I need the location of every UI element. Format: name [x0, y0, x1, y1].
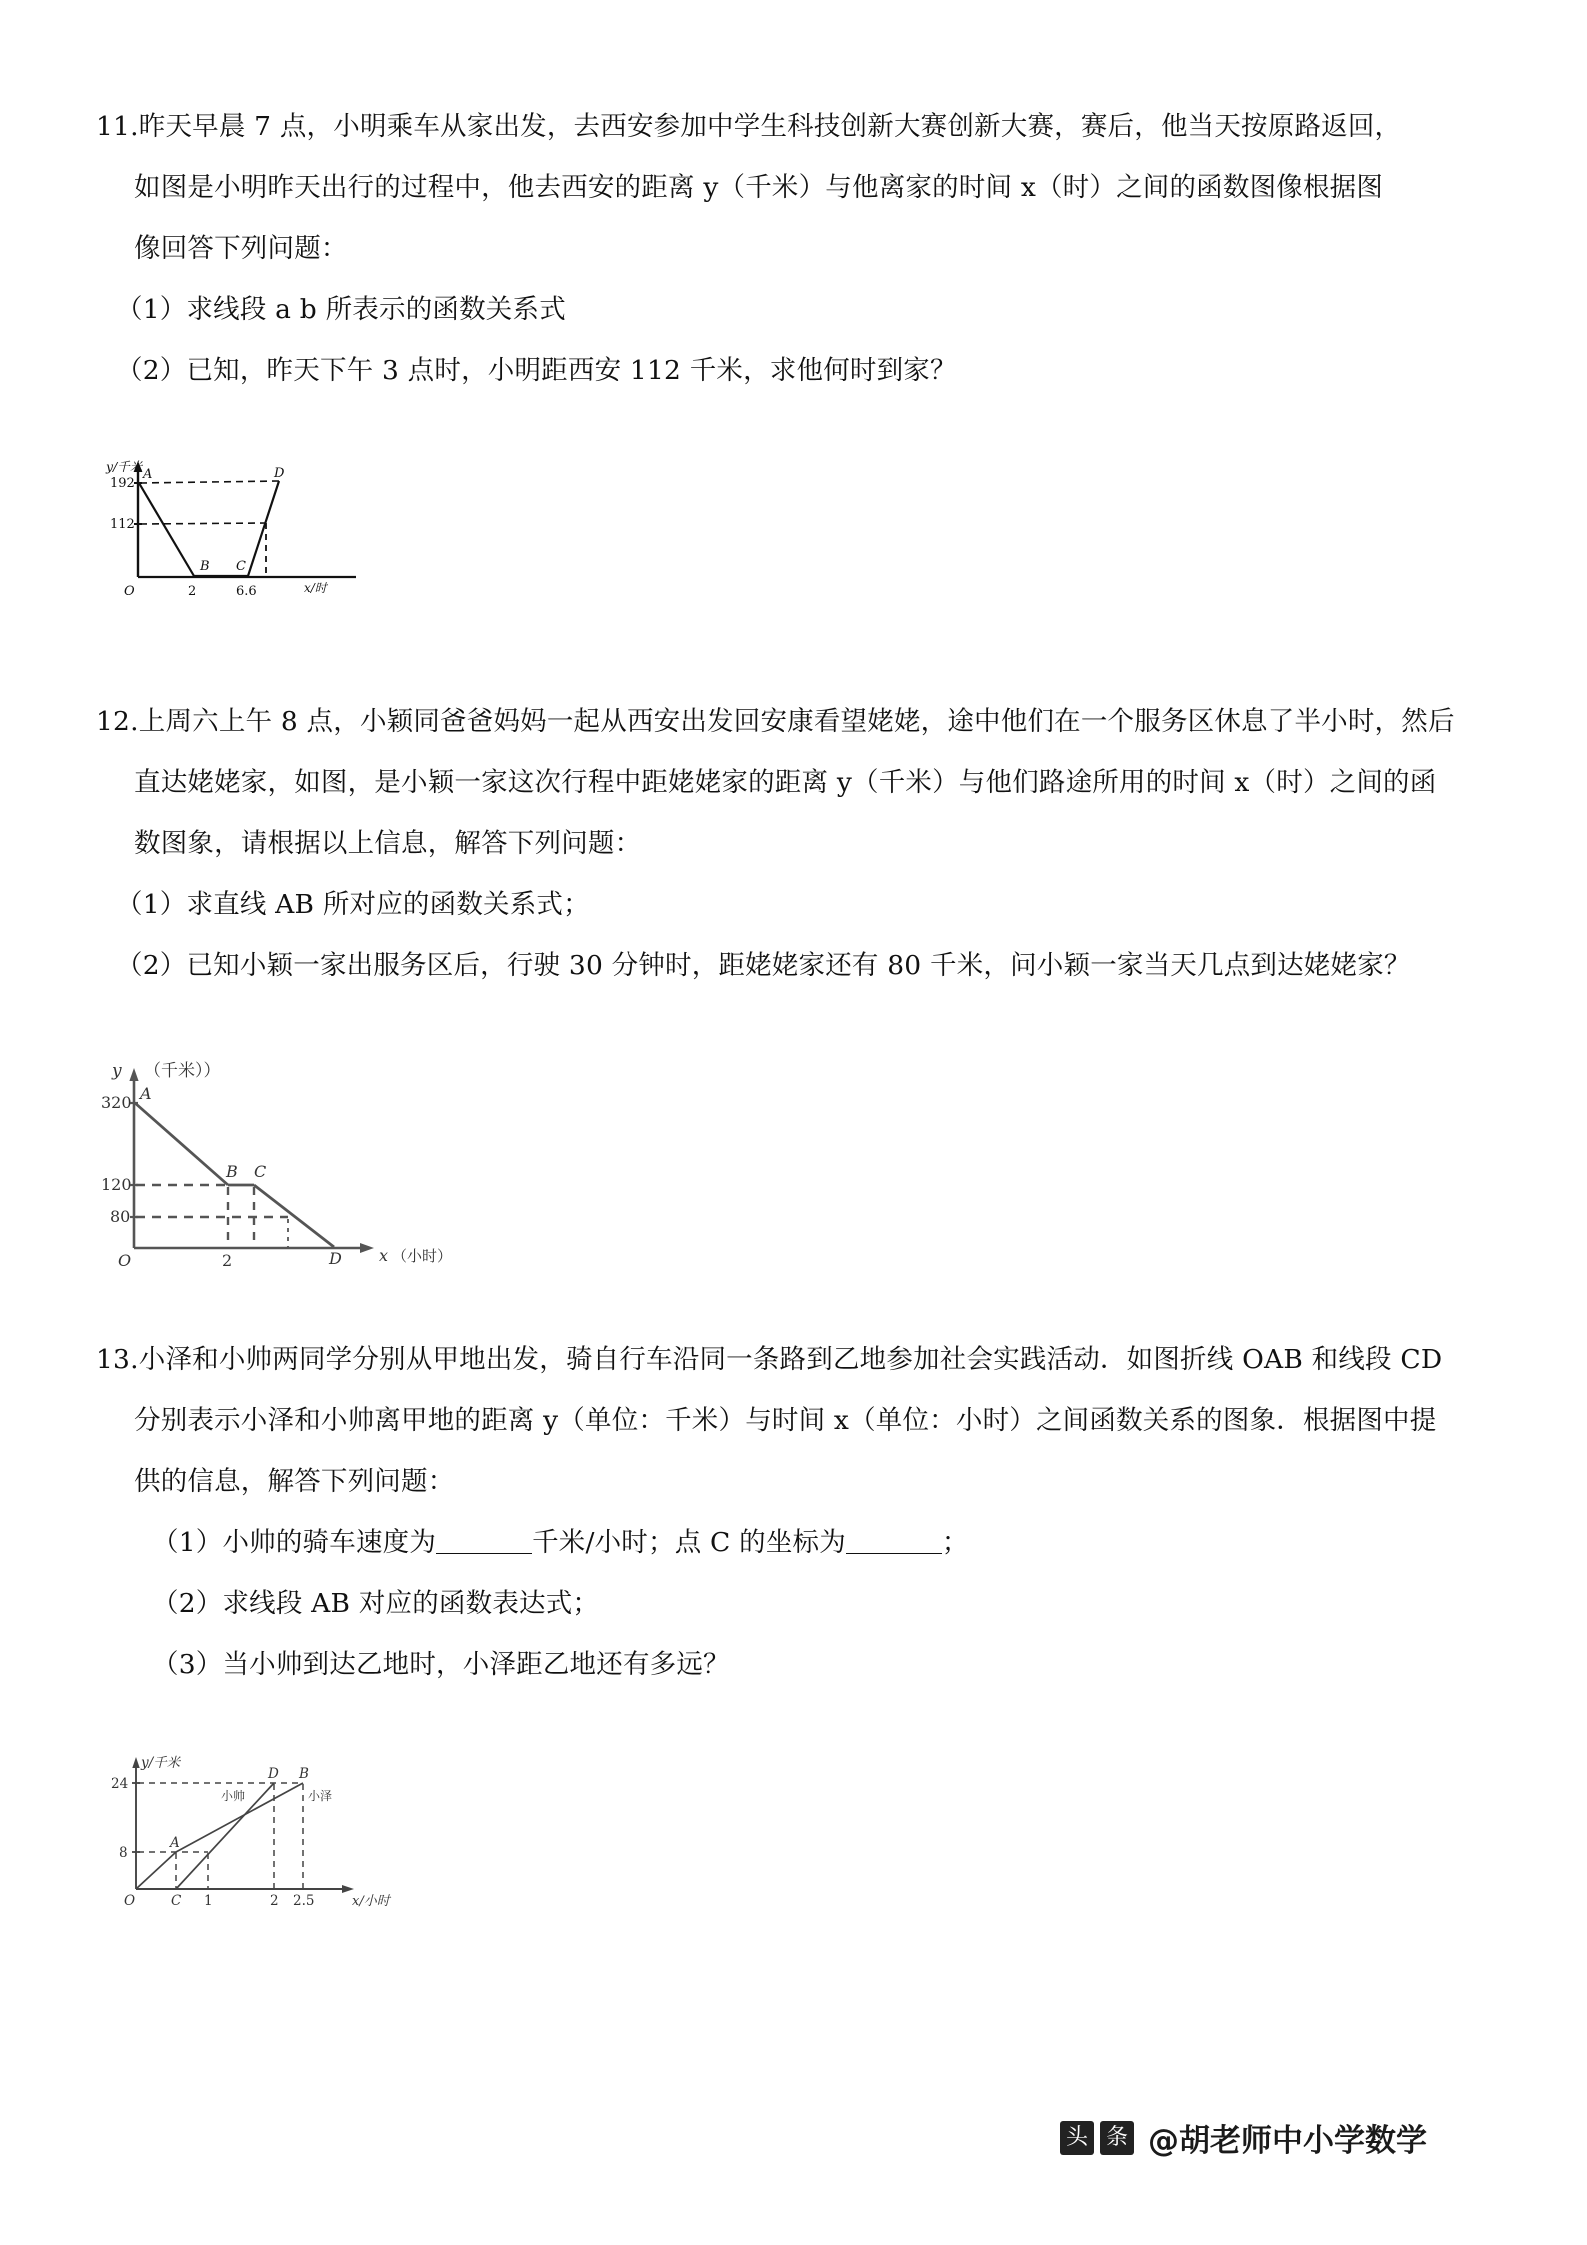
figure-11-ytick-192: 192	[110, 476, 135, 491]
figure-11-xlabel: x/时	[304, 581, 327, 595]
figure-13-point-b: B	[299, 1766, 309, 1782]
figure-11-xtick-66: 6.6	[236, 584, 257, 599]
problem-13-sub-3: （3）当小帅到达乙地时，小泽距乙地还有多远？	[152, 1649, 730, 1680]
document-content	[96, 96, 1496, 1912]
toutiao-logo	[1060, 2121, 1134, 2155]
figure-13-xlabel: x/小时	[352, 1894, 390, 1909]
figure-11	[96, 455, 1496, 605]
figure-13-xtick-25: 2.5	[293, 1893, 315, 1909]
x-axis-arrow	[360, 1243, 374, 1253]
logo-char-1: 头	[1060, 2121, 1094, 2155]
problem-13-sub-1-before: （1）小帅的骑车速度为	[152, 1527, 437, 1558]
figure-11-origin: O	[124, 584, 135, 599]
problem-13	[96, 1329, 1496, 1695]
logo-char-2: 条	[1100, 2121, 1134, 2155]
figure-12-origin: O	[118, 1251, 132, 1270]
figure-11-svg	[96, 455, 436, 605]
figure-13-origin: O	[124, 1893, 136, 1909]
figure-12-point-a: A	[140, 1084, 152, 1103]
y-axis-arrow	[132, 1757, 139, 1768]
problem-12-line-1: 12.上周六上午 8 点，小颖同爸爸妈妈一起从西安出发回安康看望姥姥，途中他们在一个服务区休息了半小时，然后	[96, 706, 1455, 737]
problem-11-line-3: 像回答下列问题：	[134, 233, 348, 264]
figure-13	[96, 1747, 1496, 1912]
figure-12-xlabel-x: x	[379, 1246, 389, 1265]
answer-blank-coordinate[interactable]	[846, 1553, 942, 1554]
figure-13-ylabel: y/千米	[141, 1755, 181, 1771]
figure-13-xtick-2: 2	[270, 1893, 279, 1909]
problem-12	[96, 691, 1496, 996]
problem-12-sub-1: （1）求直线 AB 所对应的函数关系式；	[116, 889, 590, 920]
figure-11-point-d: D	[274, 466, 285, 481]
problem-13-line-3: 供的信息，解答下列问题：	[134, 1466, 455, 1497]
figure-13-xtick-1: 1	[204, 1893, 213, 1909]
figure-12-segment-ab	[135, 1103, 228, 1185]
figure-11-ylabel: y/千米	[106, 459, 143, 474]
figure-13-svg	[96, 1747, 456, 1912]
figure-11-segment-ab	[139, 483, 194, 576]
problem-13-sub-1	[96, 1512, 1496, 1573]
figure-11-point-b: B	[200, 559, 210, 574]
figure-11-xtick-2: 2	[188, 584, 197, 599]
figure-11-point-c: C	[236, 559, 246, 574]
problem-11	[96, 96, 1496, 401]
problem-11-line-2: 如图是小明昨天出行的过程中，他去西安的距离 y（千米）与他离家的时间 x（时）之间的函数图像根据图	[134, 172, 1384, 203]
problem-11-sub-1: （1）求线段 a b 所表示的函数关系式	[116, 294, 566, 325]
problem-13-sub-2: （2）求线段 AB 对应的函数表达式；	[152, 1588, 600, 1619]
figure-11-point-a: A	[143, 467, 153, 482]
figure-12	[96, 1056, 1496, 1271]
figure-12-ytick-320: 320	[101, 1093, 132, 1112]
figure-13-point-a: A	[170, 1835, 180, 1851]
figure-13-point-d: D	[268, 1766, 279, 1782]
figure-12-ylabel-unit: （千米））	[144, 1061, 221, 1081]
footer-account-name: @胡老师中小学数学	[1148, 2123, 1427, 2159]
figure-12-point-d: D	[329, 1249, 342, 1268]
problem-13-sub-1-middle: 千米/小时；点 C 的坐标为	[532, 1527, 846, 1558]
problem-13-line-2: 分别表示小泽和小帅离甲地的距离 y（单位：千米）与时间 x（单位：小时）之间函数关系的图象．根据图中提	[134, 1405, 1437, 1436]
figure-13-ytick-24: 24	[111, 1776, 129, 1792]
figure-12-ylabel-y: y	[112, 1061, 122, 1081]
x-axis-arrow	[342, 1885, 354, 1893]
problem-12-line-2: 直达姥姥家，如图，是小颖一家这次行程中距姥姥家的距离 y（千米）与他们路途所用的时间 x（时）之间的函	[134, 767, 1437, 798]
figure-12-ytick-120: 120	[101, 1175, 132, 1194]
figure-11-guide-192	[140, 481, 279, 483]
problem-11-sub-2: （2）已知，昨天下午 3 点时，小明距西安 112 千米，求他何时到家？	[116, 355, 957, 386]
problem-13-line-1: 13.小泽和小帅两同学分别从甲地出发，骑自行车沿同一条路到乙地参加社会实践活动．如图折线 OAB 和线段 CD	[96, 1344, 1443, 1375]
problem-13-sub-1-after: ；	[941, 1527, 969, 1558]
figure-12-xtick-2: 2	[222, 1251, 233, 1270]
figure-11-segment-cd	[248, 481, 279, 576]
figure-12-point-b: B	[226, 1162, 238, 1181]
problem-12-line-3: 数图象，请根据以上信息，解答下列问题：	[134, 828, 642, 859]
figure-13-segment-oa	[136, 1852, 176, 1889]
figure-12-xlabel-unit: （小时）	[392, 1247, 453, 1265]
figure-12-svg	[96, 1056, 496, 1271]
figure-12-point-c: C	[254, 1162, 267, 1181]
problem-12-sub-2: （2）已知小颖一家出服务区后，行驶 30 分钟时，距姥姥家还有 80 千米，问小颖一家当天几点到达姥姥家？	[116, 950, 1411, 981]
figure-11-guide-112	[140, 523, 266, 524]
figure-13-ytick-8: 8	[119, 1845, 128, 1861]
figure-11-ytick-112: 112	[110, 517, 135, 532]
answer-blank-speed[interactable]	[436, 1553, 532, 1554]
y-axis-arrow	[129, 1068, 138, 1081]
footer-watermark	[1060, 2115, 1427, 2160]
figure-13-series-label-xiaoshuai: 小帅	[221, 1789, 246, 1803]
figure-13-xtick-c: C	[171, 1893, 182, 1909]
figure-13-series-label-xiaoze: 小泽	[308, 1789, 333, 1803]
problem-11-line-1: 11.昨天早晨 7 点，小明乘车从家出发，去西安参加中学生科技创新大赛创新大赛，赛后，他当天按原路返回，	[96, 111, 1402, 142]
figure-12-ytick-80: 80	[110, 1207, 131, 1226]
